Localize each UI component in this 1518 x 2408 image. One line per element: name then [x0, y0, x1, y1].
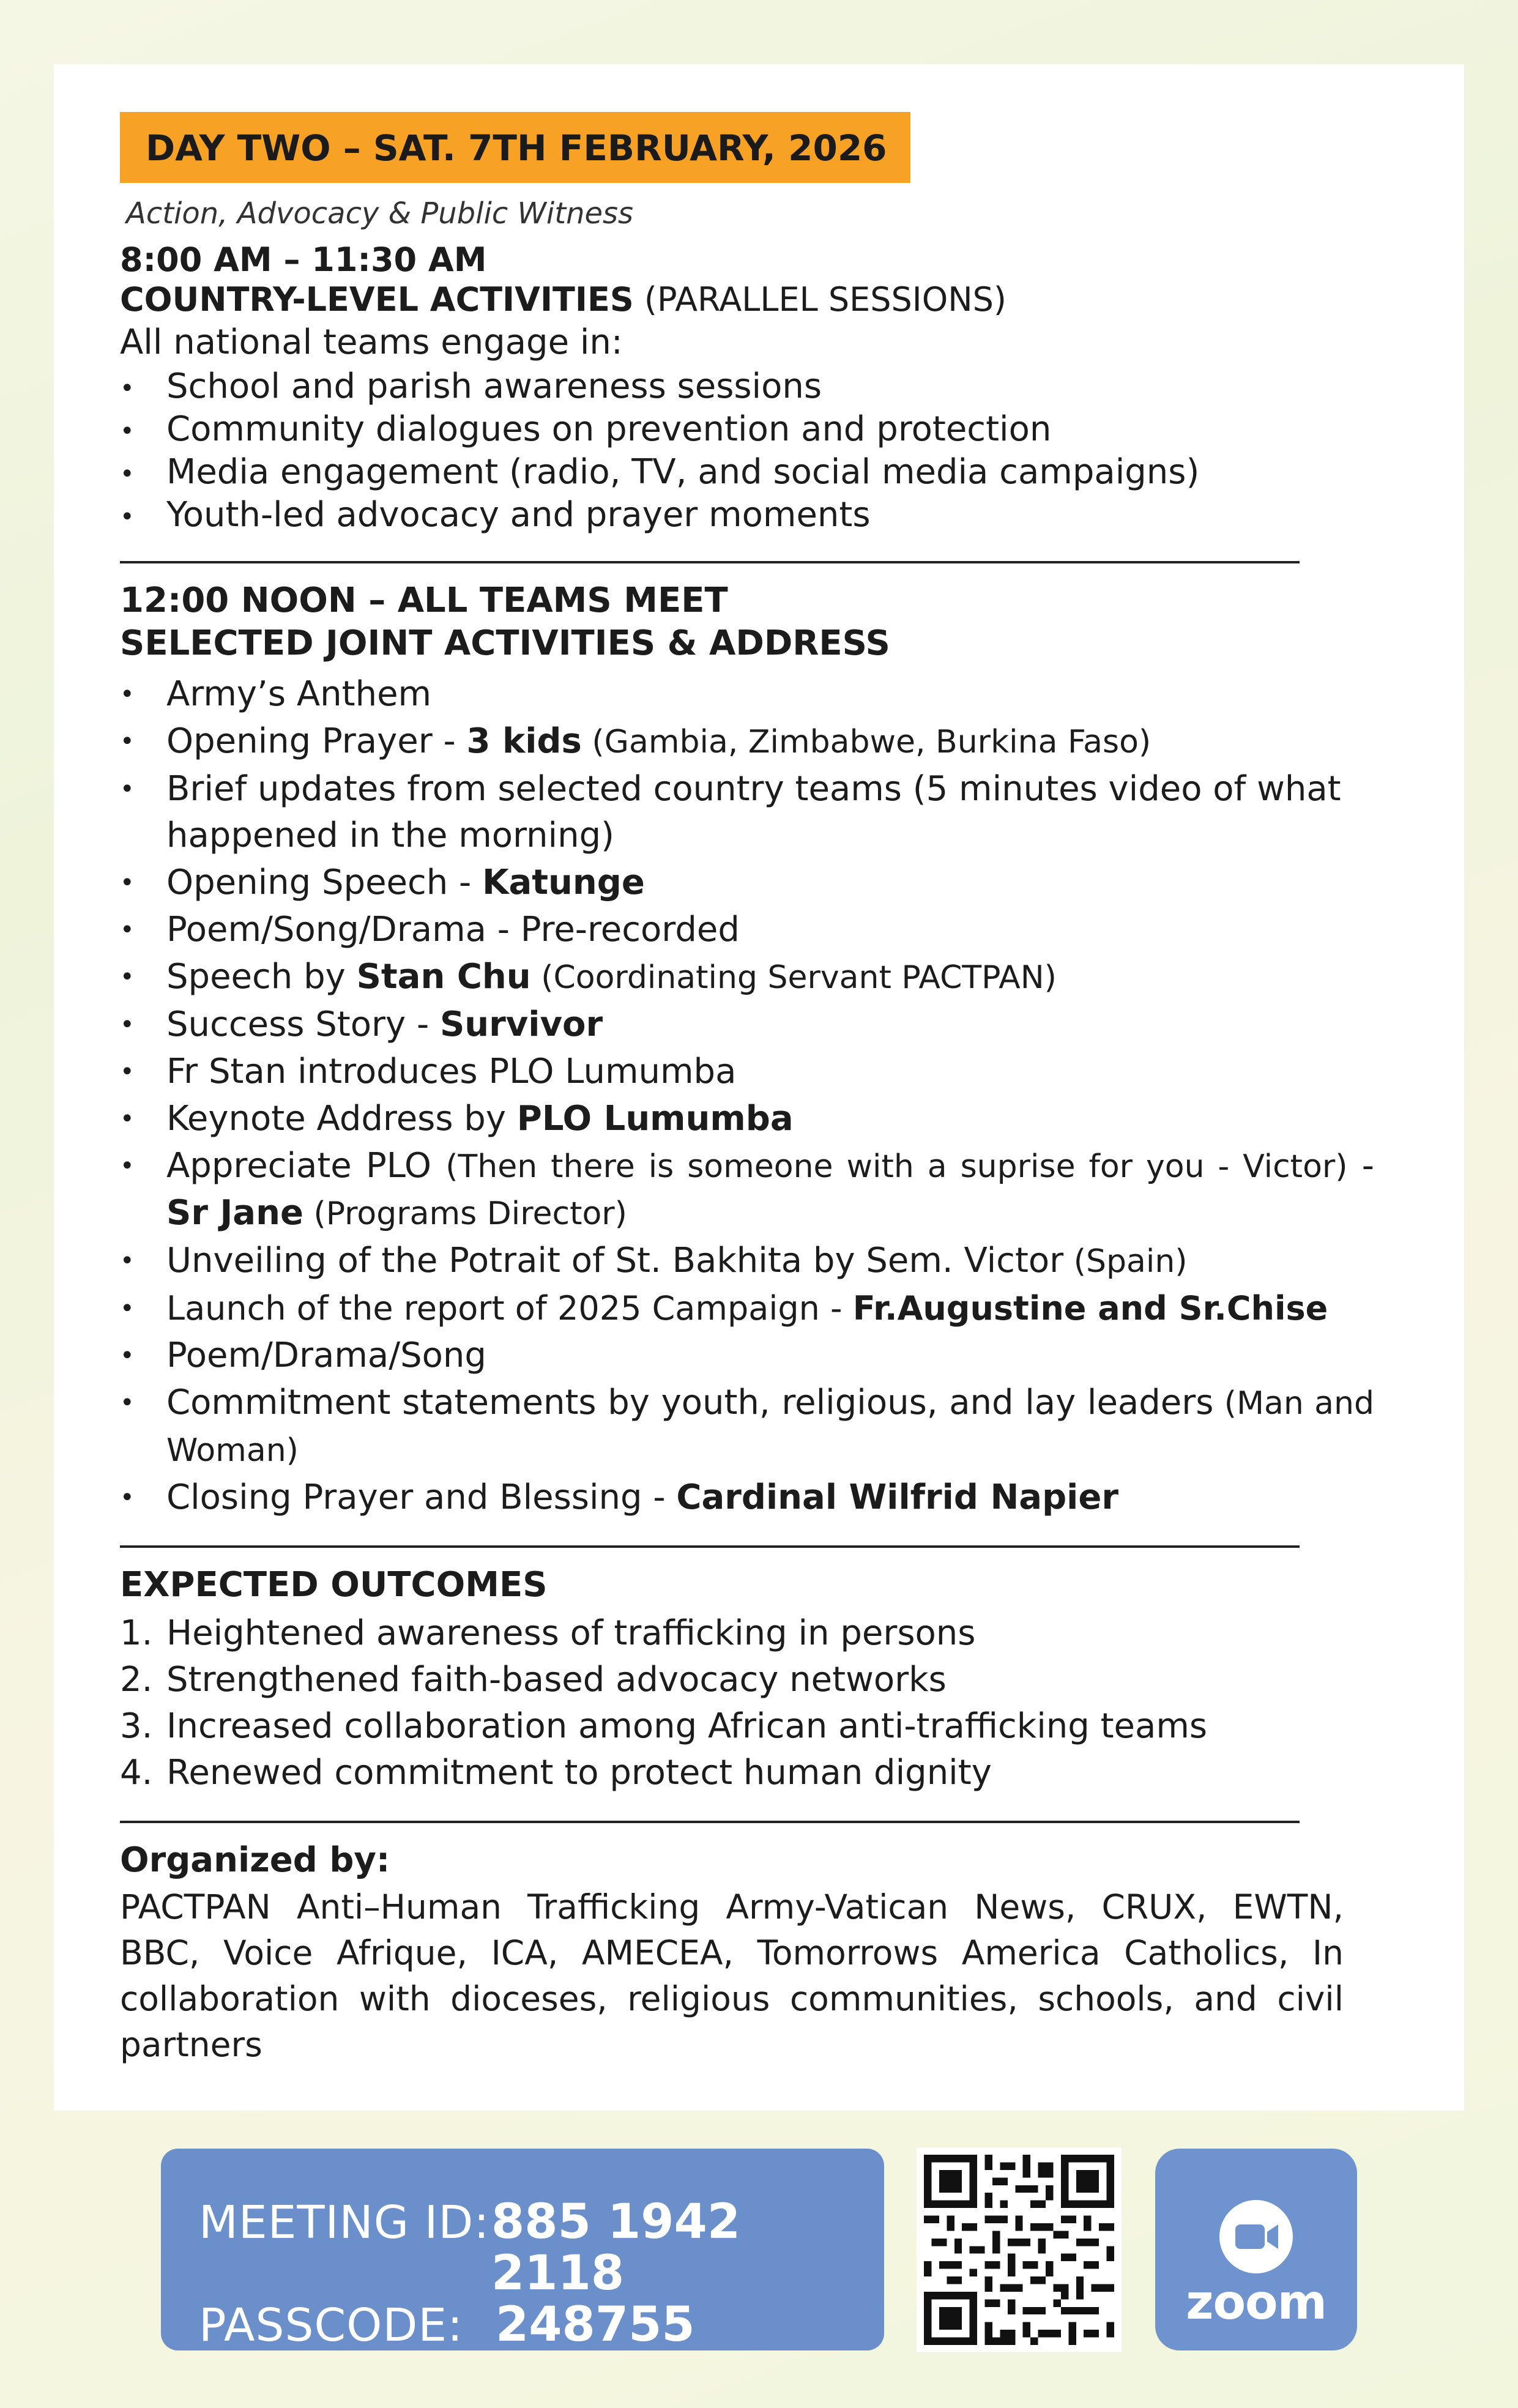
morning-lead: All national teams engage in: — [120, 322, 623, 362]
list-item: 4. Renewed commitment to protect human dignity — [120, 1753, 992, 1793]
meeting-id-label: MEETING ID: — [199, 2196, 490, 2249]
agenda-item: • Opening Prayer - 3 kids (Gambia, Zimbabwe, Burkina Faso) — [120, 718, 1435, 765]
agenda-item: • Appreciate PLO (Then there is someone with a suprise for you - Victor) - Sr Jane (Programs Director) — [120, 1143, 1374, 1237]
agenda-item: • Speech by Stan Chu (Coordinating Servant PACTPAN) — [120, 954, 1435, 1001]
list-item: 3. Increased collaboration among African anti-trafficking teams — [120, 1706, 1208, 1746]
divider — [120, 1545, 1300, 1548]
zoom-logo[interactable] — [1155, 2149, 1357, 2350]
morning-title-note: (PARALLEL SESSIONS) — [644, 280, 1006, 319]
meeting-info-panel — [161, 2149, 884, 2350]
list-item: • School and parish awareness sessions — [120, 365, 1435, 408]
meeting-id-row — [199, 2196, 884, 2299]
agenda-item: • Launch of the report of 2025 Campaign - Fr.Augustine and Sr.Chise — [120, 1285, 1435, 1332]
passcode-row — [199, 2299, 884, 2351]
agenda-item: • Unveiling of the Potrait of St. Bakhita by Sem. Victor (Spain) — [120, 1238, 1435, 1285]
agenda-item: • Closing Prayer and Blessing - Cardinal Wilfrid Napier — [120, 1474, 1435, 1521]
list-item: 1. Heightened awareness of trafficking in persons — [120, 1613, 976, 1653]
morning-time: 8:00 AM – 11:30 AM — [120, 240, 487, 279]
divider — [120, 561, 1300, 563]
outcomes-title: EXPECTED OUTCOMES — [120, 1565, 548, 1605]
schedule-content — [120, 112, 1435, 2068]
list-item: • Community dialogues on prevention and protection — [120, 408, 1435, 451]
noon-time: 12:00 NOON – ALL TEAMS MEET — [120, 581, 728, 620]
day-theme: Action, Advocacy & Public Witness — [126, 196, 634, 231]
morning-list — [120, 365, 1435, 537]
schedule-card — [54, 64, 1464, 2111]
list-item: • Media engagement (radio, TV, and social media campaigns) — [120, 451, 1435, 494]
organizers-title: Organized by: — [120, 1840, 390, 1880]
organizers-text: PACTPAN Anti–Human Trafficking Army-Vatican News, CRUX, EWTN, BBC, Voice Afrique, ICA, AMECEA, Tomorrows America Catholics, In collaboration with dioceses, religious communities, schools, and civil partners — [120, 1887, 1344, 2064]
agenda-list — [120, 671, 1435, 1521]
agenda-item: • Commitment statements by youth, religious, and lay leaders (Man and Woman) — [120, 1380, 1374, 1474]
qr-code[interactable] — [917, 2147, 1122, 2352]
passcode-value: 248755 — [496, 2297, 695, 2352]
zoom-camera-icon — [1218, 2199, 1294, 2275]
agenda-item: • Success Story - Survivor — [120, 1001, 1435, 1048]
meeting-id-value: 885 1942 2118 — [491, 2194, 741, 2301]
morning-session-title — [120, 280, 1435, 320]
agenda-item: • Fr Stan introduces PLO Lumumba — [120, 1049, 1435, 1095]
outcomes-list — [120, 1610, 1435, 1796]
agenda-item: • Poem/Drama/Song — [120, 1332, 1435, 1379]
agenda-item: • Brief updates from selected country teams (5 minutes video of what happened in the morning) — [120, 766, 1374, 859]
list-item: 2. Strengthened faith-based advocacy networks — [120, 1660, 947, 1700]
zoom-wordmark: zoom — [1186, 2275, 1326, 2330]
agenda-item: • Army’s Anthem — [120, 671, 1435, 718]
morning-title: COUNTRY-LEVEL ACTIVITIES — [120, 280, 634, 319]
agenda-item: • Keynote Address by PLO Lumumba — [120, 1096, 1435, 1142]
day-badge: DAY TWO – SAT. 7TH FEBRUARY, 2026 — [120, 112, 910, 183]
divider — [120, 1821, 1300, 1823]
agenda-item: • Opening Speech - Katunge — [120, 860, 1435, 906]
agenda-item: • Poem/Song/Drama - Pre-recorded — [120, 907, 1435, 953]
qr-code-icon — [924, 2155, 1114, 2345]
passcode-label: PASSCODE: — [199, 2299, 464, 2352]
list-item: • Youth-led advocacy and prayer moments — [120, 494, 1435, 537]
noon-title: SELECTED JOINT ACTIVITIES & ADDRESS — [120, 623, 890, 663]
